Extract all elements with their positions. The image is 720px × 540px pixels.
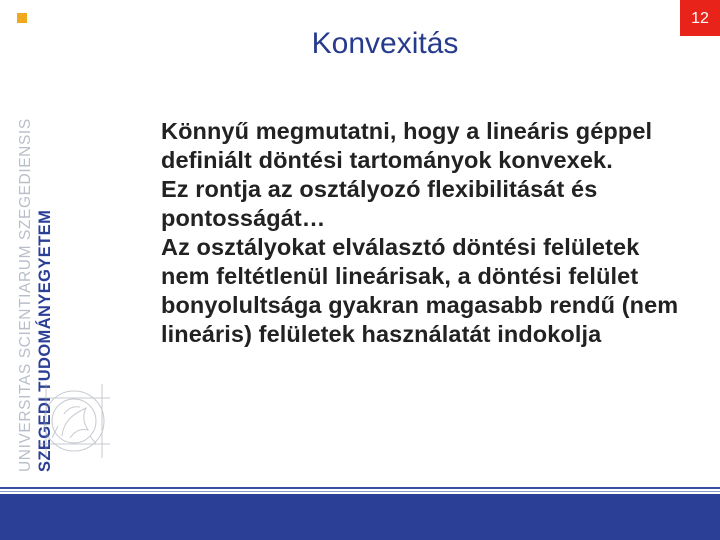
- footer-divider: [0, 487, 720, 489]
- paragraph-2: Ez rontja az osztályozó flexibilitását és pontosságát…: [161, 176, 598, 231]
- slide-content: [161, 117, 681, 349]
- slide-title: Konvexitás: [311, 27, 459, 60]
- paragraph-1: Könnyű megmutatni, hogy a lineáris géppel definiált döntési tartományok konvexek.: [161, 118, 653, 173]
- footer-band: [0, 494, 720, 540]
- university-seal-icon: [34, 378, 120, 464]
- university-hungarian-name: SZEGEDI TUDOMÁNYEGYETEM: [35, 209, 54, 472]
- university-latin-name: UNIVERSITAS SCIENTIARUM SZEGEDIENSIS: [17, 118, 34, 472]
- footer-divider-thin: [0, 491, 720, 492]
- paragraph-3: Az osztályokat elválasztó döntési felületek nem feltétlenül lineárisak, a döntési felület bonyolultsága gyakran magasabb rendű (nem lineáris) felületek használatát indokolja: [161, 234, 679, 347]
- page-number: 12: [680, 0, 720, 36]
- brand-square-icon: [17, 13, 27, 23]
